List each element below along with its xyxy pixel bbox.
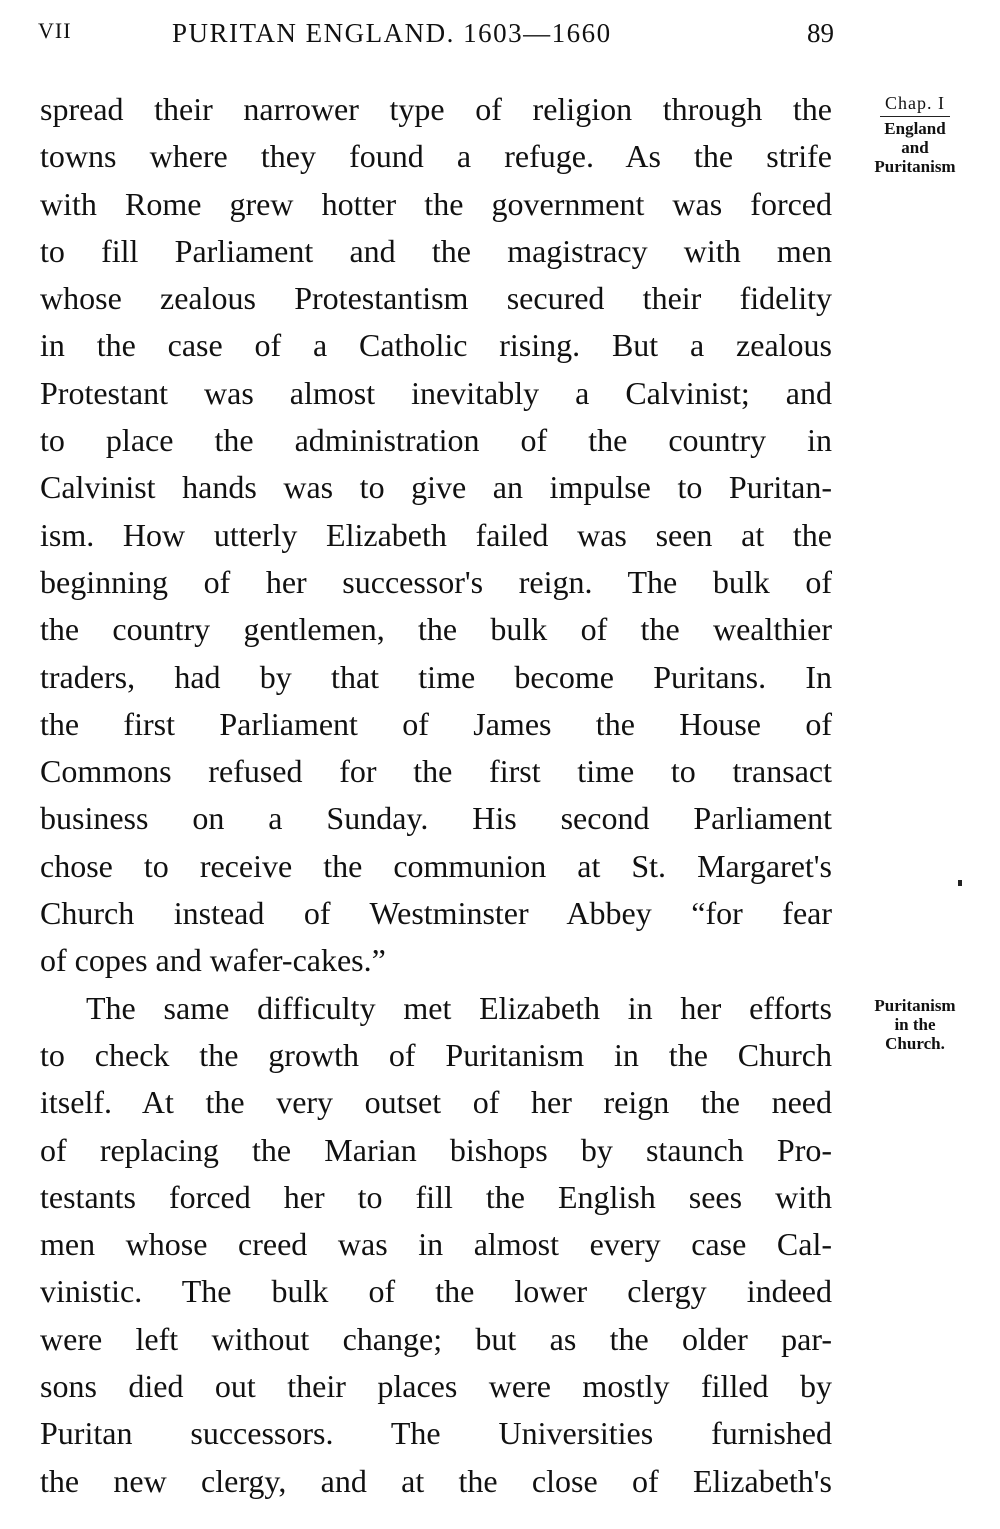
text-line: chose to receive the communion at St. Margaret's	[40, 847, 832, 884]
text-line: whose zealous Protestantism secured their fidelity	[40, 280, 832, 317]
margin-note-line: Puritanism	[874, 157, 956, 176]
text-line: Commons refused for the first time to transact	[40, 753, 832, 790]
text-line: to check the growth of Puritanism in the Church	[40, 1036, 832, 1073]
text-line: The same difficulty met Elizabeth in her efforts	[86, 989, 832, 1026]
margin-note-line: Church.	[885, 1034, 945, 1053]
text-line: testants forced her to fill the English sees with	[40, 1178, 832, 1215]
text-line: Puritan successors. The Universities furnished	[40, 1415, 832, 1452]
margin-note-line: England	[884, 119, 946, 138]
text-line: in the case of a Catholic rising. But a zealous	[40, 327, 832, 364]
text-line: the new clergy, and at the close of Elizabeth's	[40, 1462, 832, 1499]
print-speck	[958, 880, 962, 886]
margin-note-line: and	[901, 138, 929, 157]
margin-note-line: Puritanism	[874, 996, 956, 1015]
text-line: Protestant was almost inevitably a Calvinist; and	[40, 374, 832, 411]
text-line: beginning of her successor's reign. The bulk of	[40, 563, 832, 600]
text-line: the country gentlemen, the bulk of the wealthier	[40, 611, 832, 648]
margin-note-england-and-puritanism	[842, 92, 988, 176]
text-line: were left without change; but as the older par-	[40, 1320, 832, 1357]
running-title: PURITAN ENGLAND. 1603—1660	[172, 18, 612, 48]
chapter-number: VII	[38, 18, 72, 43]
page-number: 89	[807, 18, 834, 48]
margin-note-puritanism-in-the-church	[842, 996, 988, 1053]
body-text	[40, 86, 832, 1505]
text-line: to fill Parliament and the magistracy with men	[40, 232, 832, 269]
text-line: towns where they found a refuge. As the strife	[40, 138, 832, 175]
text-line: itself. At the very outset of her reign the need	[40, 1084, 832, 1121]
margin-note-line: in the	[894, 1015, 936, 1034]
text-line: vinistic. The bulk of the lower clergy indeed	[40, 1273, 832, 1310]
text-line: of replacing the Marian bishops by staunch Pro-	[40, 1131, 832, 1168]
text-line: men whose creed was in almost every case Cal-	[40, 1226, 832, 1263]
paragraph-1	[40, 86, 832, 985]
running-header	[38, 18, 838, 54]
text-line: traders, had by that time become Puritans. In	[40, 658, 832, 695]
text-line: spread their narrower type of religion through the	[40, 91, 832, 127]
paragraph-2	[40, 985, 832, 1505]
text-line: sons died out their places were mostly filled by	[40, 1368, 832, 1405]
text-line: with Rome grew hotter the government was forced	[40, 185, 832, 222]
text-line: the first Parliament of James the House of	[40, 705, 832, 742]
text-line: business on a Sunday. His second Parliament	[40, 800, 832, 837]
margin-rule	[880, 116, 950, 117]
text-line: to place the administration of the country in	[40, 422, 832, 459]
margin-chapter-label: Chap. I	[885, 93, 945, 113]
text-line: of copes and wafer-cakes.”	[40, 942, 386, 979]
text-line: ism. How utterly Elizabeth failed was seen at the	[40, 516, 832, 553]
text-line: Calvinist hands was to give an impulse to Puritan-	[40, 469, 832, 506]
text-line: Church instead of Westminster Abbey “for fear	[40, 895, 832, 932]
